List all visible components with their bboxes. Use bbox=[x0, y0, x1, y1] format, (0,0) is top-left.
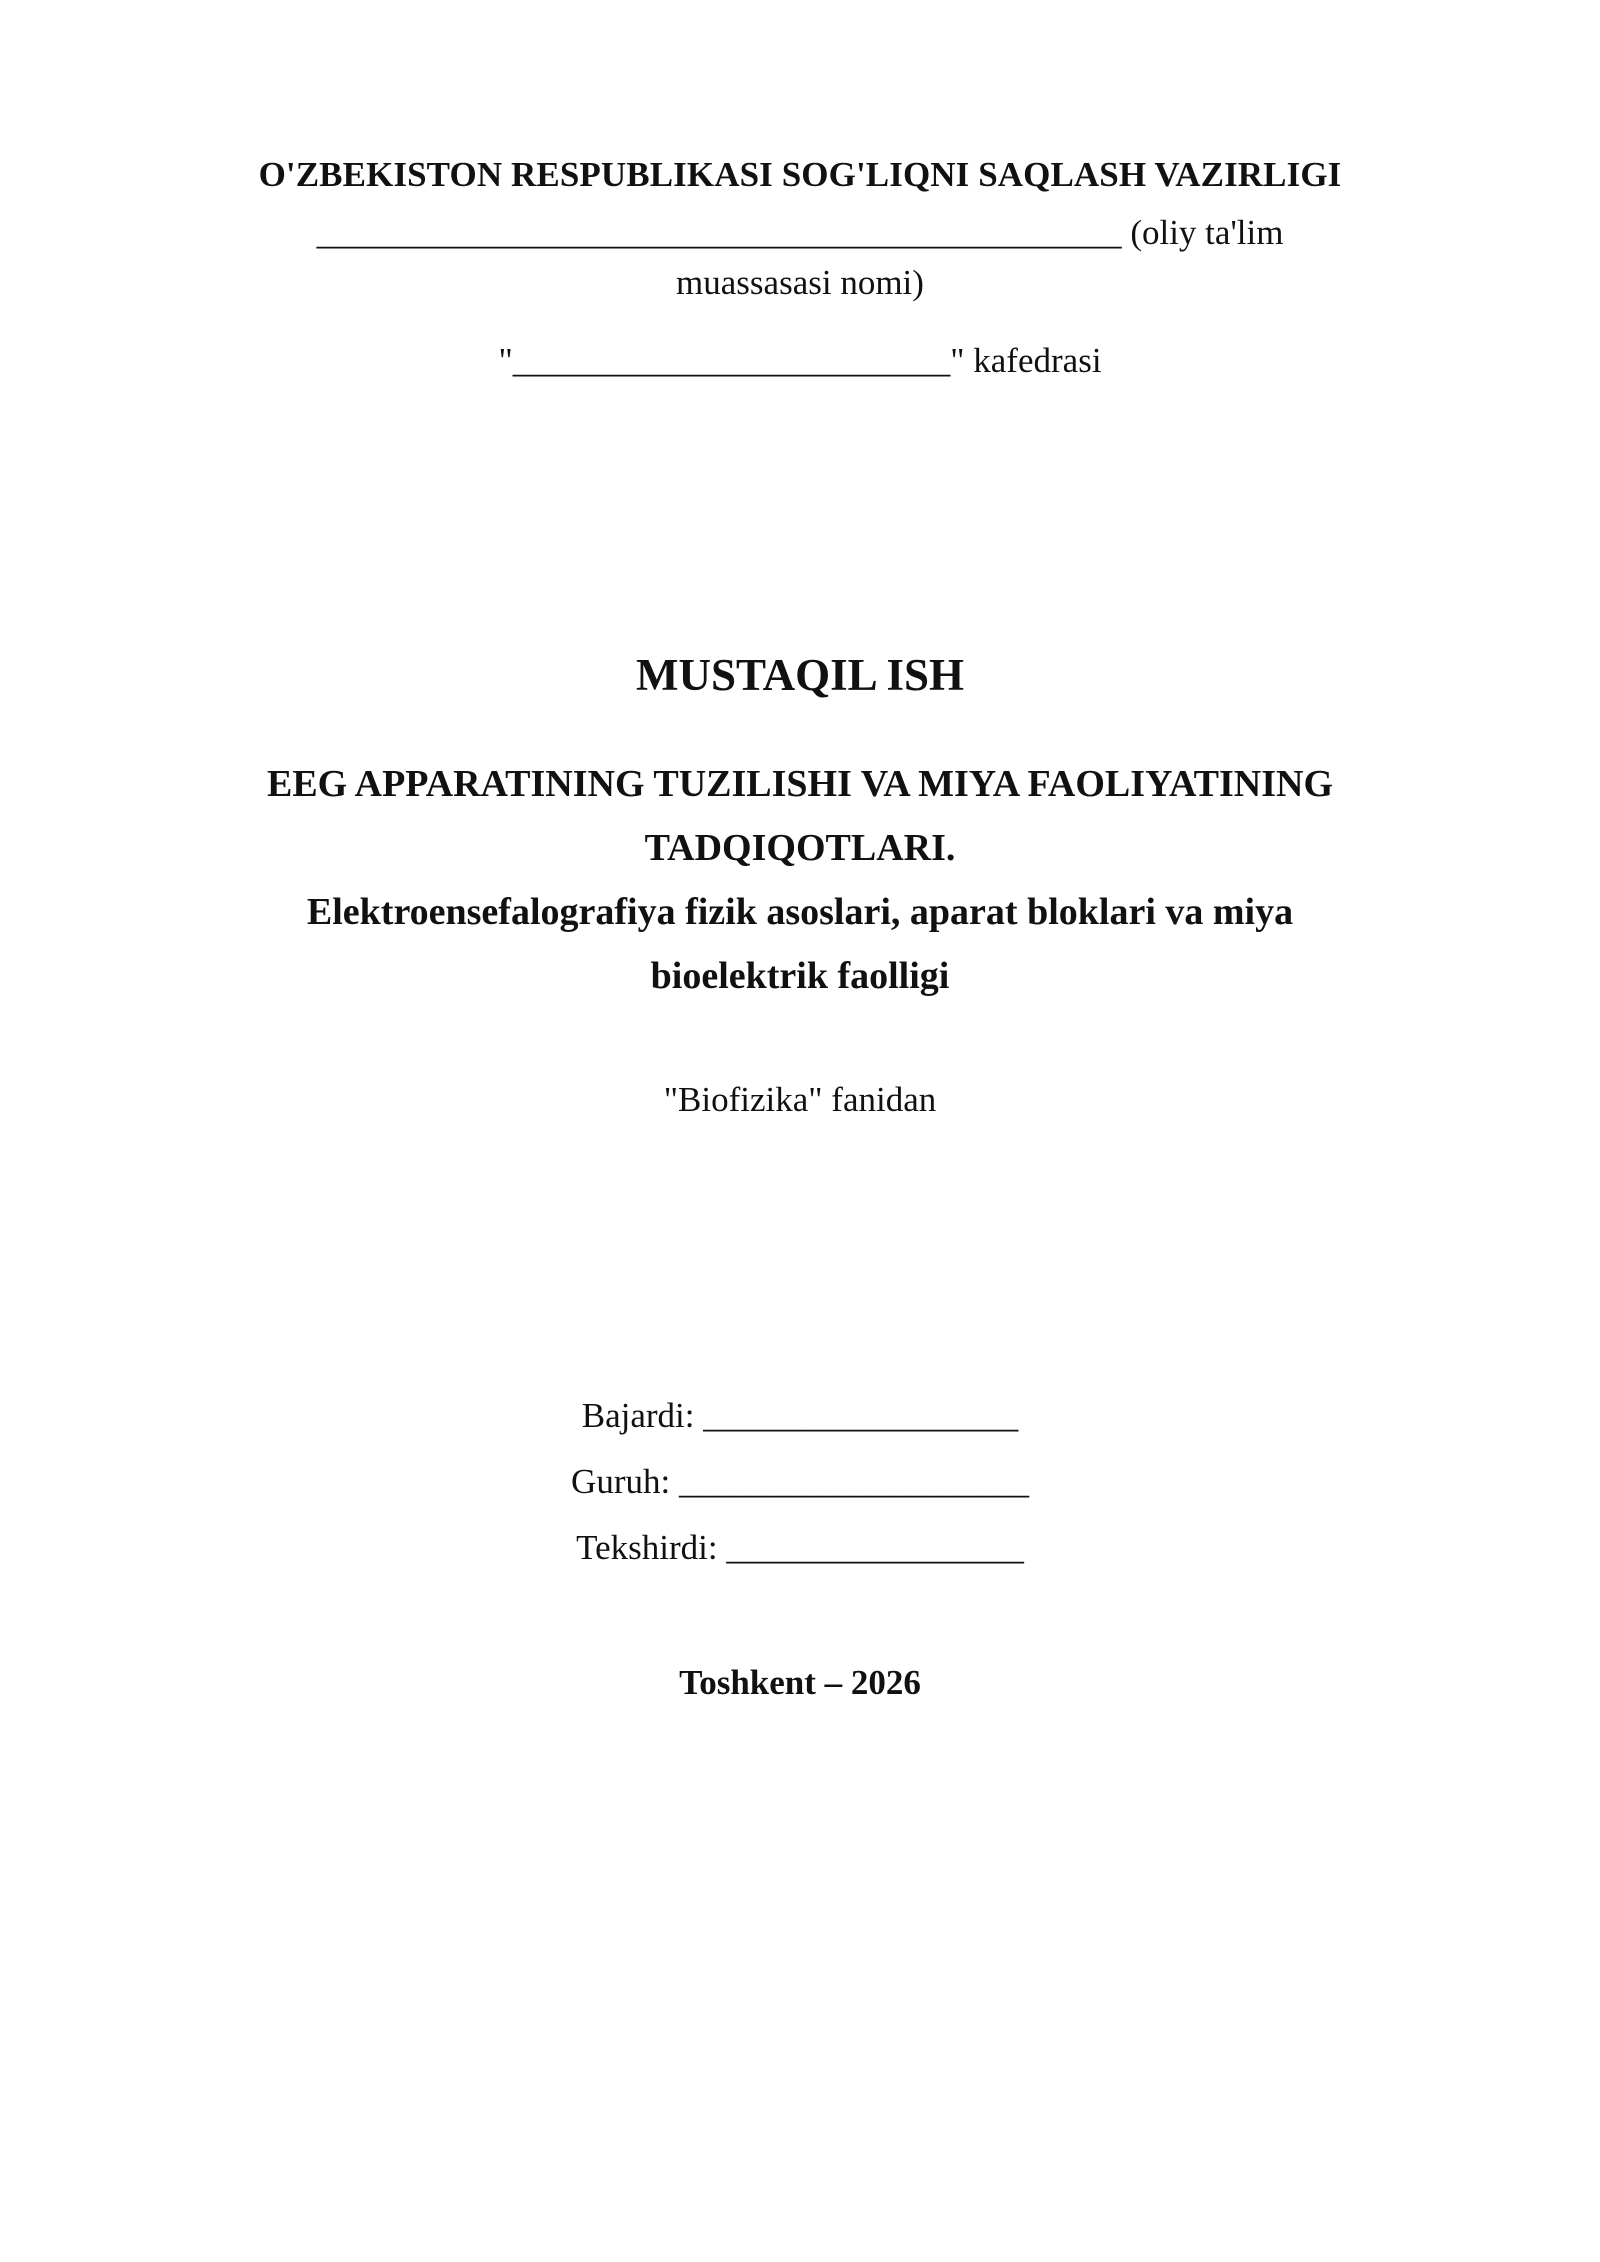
institution-line-1: ______________________________________________ (oliy ta'lim bbox=[316, 213, 1284, 252]
subtitle-line-2: bioelektrik faolligi bbox=[650, 955, 950, 997]
checked-by-line: Tekshirdi: _________________ bbox=[576, 1528, 1024, 1567]
document-type-text: MUSTAQIL ISH bbox=[635, 650, 964, 700]
subtitle-line-1: Elektroensefalografiya fizik asoslari, aparat bloklari va miya bbox=[306, 891, 1294, 933]
title-line-1: EEG APPARATINING TUZILISHI VA MIYA FAOLIYATINING bbox=[266, 763, 1334, 805]
place-year-text: Toshkent – 2026 bbox=[679, 1663, 921, 1702]
subject-line bbox=[220, 1075, 1380, 1125]
ministry-heading bbox=[220, 150, 1380, 200]
subject-text: "Biofizika" fanidan bbox=[663, 1080, 937, 1119]
department-field bbox=[220, 336, 1380, 386]
document-subtitle bbox=[220, 880, 1380, 1008]
institution-line-2: muassasasi nomi) bbox=[676, 263, 924, 302]
institution-name-field bbox=[220, 208, 1380, 308]
ministry-text: O'ZBEKISTON RESPUBLIKASI SOG'LIQNI SAQLASH VAZIRLIGI bbox=[258, 155, 1342, 194]
group-line: Guruh: ____________________ bbox=[571, 1462, 1029, 1501]
document-type-heading bbox=[220, 645, 1380, 705]
document-title bbox=[220, 752, 1380, 880]
performed-by-line: Bajardi: __________________ bbox=[581, 1396, 1019, 1435]
place-year-footer bbox=[220, 1658, 1380, 1708]
signature-block bbox=[220, 1383, 1380, 1581]
title-line-2: TADQIQOTLARI. bbox=[644, 827, 956, 869]
department-text: "_________________________" kafedrasi bbox=[498, 341, 1102, 380]
